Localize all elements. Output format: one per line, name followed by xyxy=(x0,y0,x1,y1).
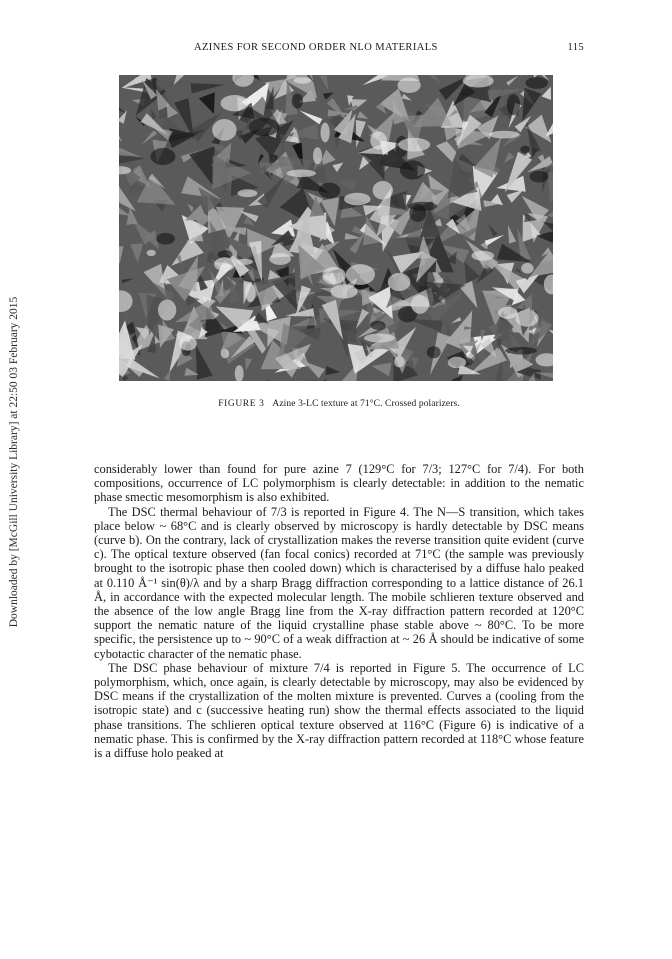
texture-spot xyxy=(249,118,280,136)
running-head xyxy=(94,42,584,58)
figure-caption xyxy=(94,399,584,409)
texture-spot xyxy=(530,171,549,183)
texture-spot xyxy=(411,295,429,314)
texture-spot xyxy=(427,346,441,358)
texture-spot xyxy=(398,138,430,152)
figure-label: FIGURE 3 xyxy=(218,399,265,409)
texture-spot xyxy=(525,77,548,89)
texture-spot xyxy=(344,193,371,206)
texture-spot xyxy=(214,257,235,271)
body-text xyxy=(94,462,584,760)
download-notice-text: Downloaded by [McGill University Library] at 22:50 03 February 2015 xyxy=(8,296,20,628)
figure-caption-text: Azine 3-LC texture at 71°C. Crossed polarizers. xyxy=(272,399,460,409)
texture-spot xyxy=(472,251,495,261)
texture-spot xyxy=(221,95,249,111)
texture-spot xyxy=(245,283,255,302)
texture-spot xyxy=(151,148,176,165)
texture-spot xyxy=(520,146,530,154)
texture-spot xyxy=(221,349,229,358)
texture-spot xyxy=(321,123,330,143)
texture-spot xyxy=(521,263,533,274)
paragraph-1: considerably lower than found for pure azine 7 (129°C for 7/3; 127°C for 7/4). For both compositions, occurrence of LC polymorphism is clearly detectable: in addition to the nematic phase smectic mesomorphism is also exhibited. xyxy=(94,462,584,505)
texture-spot xyxy=(212,119,236,141)
texture-spot xyxy=(388,273,411,291)
texture-spot xyxy=(322,267,346,284)
texture-spot xyxy=(292,94,303,109)
texture-spot xyxy=(269,253,291,265)
texture-spot xyxy=(147,250,156,256)
texture-spot xyxy=(489,131,520,139)
texture-spot xyxy=(236,259,253,265)
running-title: AZINES FOR SECOND ORDER NLO MATERIALS xyxy=(194,42,438,53)
texture-spot xyxy=(287,170,317,178)
texture-spot xyxy=(498,307,517,319)
texture-spot xyxy=(448,357,466,368)
texture-spot xyxy=(346,264,375,285)
texture-spot xyxy=(398,78,421,93)
texture-spot xyxy=(294,77,312,83)
page-number: 115 xyxy=(567,42,584,53)
texture-spot xyxy=(408,202,437,211)
texture-spot xyxy=(370,132,387,150)
texture-micrograph xyxy=(119,75,553,381)
texture-spot xyxy=(371,321,386,330)
texture-spot xyxy=(319,183,341,199)
texture-spot xyxy=(313,147,322,164)
paragraph-2: The DSC thermal behaviour of 7/3 is reported in Figure 4. The N—S transition, which takes place below ~ 68°C and is clearly observed by microscopy is hardly detectable by DSC means (curve b). On the contrary, lack of crystallization makes the reverse transition quite evident (curve c). The optical texture observed (fan focal conics) recorded at 71°C (the sample was previously brought to the isotropic phase then cooled down) which is characterised by a diffuse halo peaked at 0.110 Å⁻¹ sin(θ)/λ and by a sharp Bragg diffraction corresponding to a lattice distance of 26.1 Å, in accordance with the expected molecular length. The mobile schlieren texture observed and the absence of the low angle Bragg line from the X-ray diffraction pattern recorded at 120°C support the nematic nature of the liquid crystalline phase stable above ~ 80°C. To be more specific, the persistence up to ~ 90°C of a weak diffraction at ~ 26 Å should be indicative of some cybotactic character of the nematic phase. xyxy=(94,504,584,661)
texture-spot xyxy=(156,233,175,245)
texture-spot xyxy=(394,356,405,367)
texture-spot xyxy=(515,310,538,327)
texture-spot xyxy=(237,189,257,197)
texture-spot xyxy=(373,181,393,200)
texture-spot xyxy=(505,347,537,355)
texture-spot xyxy=(364,334,395,343)
texture-spot xyxy=(400,160,425,179)
texture-spot xyxy=(331,284,358,298)
paragraph-3: The DSC phase behaviour of mixture 7/4 is reported in Figure 5. The occurrence of LC polymorphism, which, once again, is clearly detectable by microscopy, may also be evidenced by DSC means if the crystallization of the molten mixture is prevented. Curves a (cooling from the isotropic state) and c (successive heating run) show the thermal effects associated to the liquid phase transitions. The schlieren optical texture observed at 116°C (Figure 6) is indicative of a nematic phase. This is confirmed by the X-ray diffraction pattern recorded at 118°C whose feature is a diffuse holo peaked at xyxy=(94,660,584,761)
texture-spot xyxy=(158,300,176,321)
texture-spot xyxy=(179,336,197,351)
texture-spot xyxy=(507,94,520,115)
